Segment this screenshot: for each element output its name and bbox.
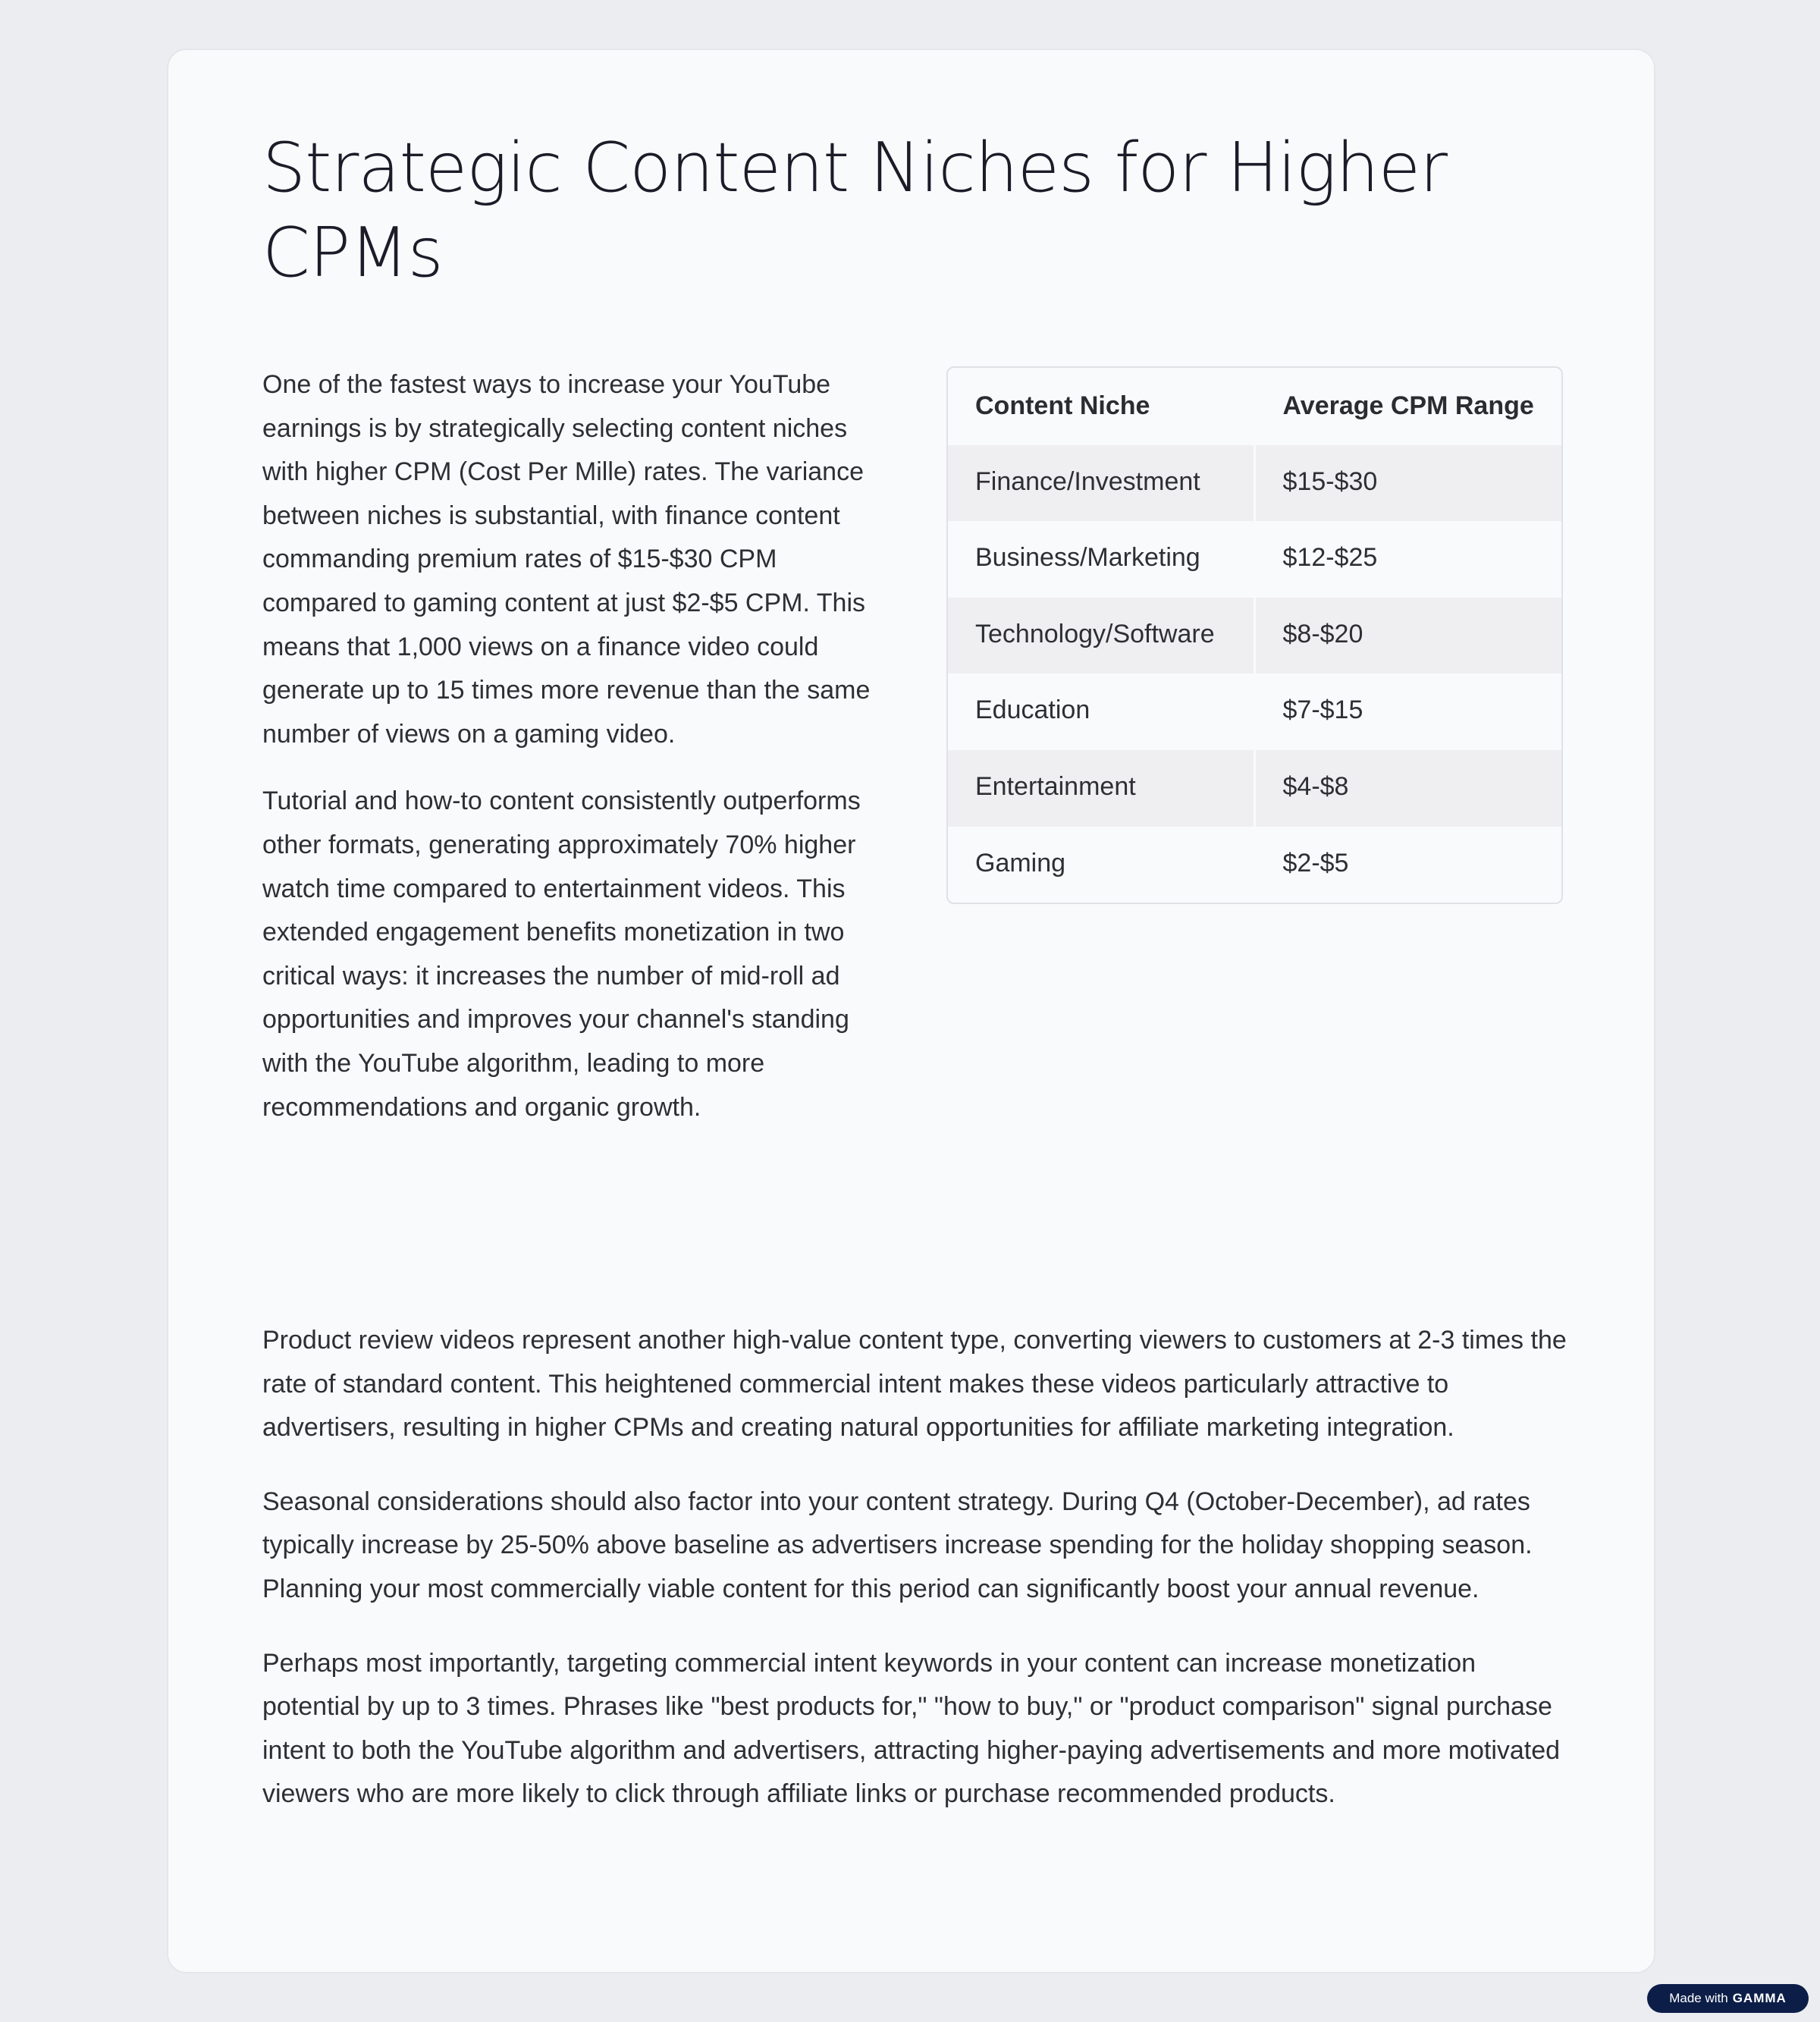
table-cell-niche: Finance/Investment <box>948 445 1254 522</box>
table-cell-cpm: $4-$8 <box>1254 750 1561 827</box>
table-cell-cpm: $2-$5 <box>1254 827 1561 903</box>
made-with-gamma-badge[interactable] <box>1647 1984 1809 2013</box>
table-cell-niche: Entertainment <box>948 750 1254 827</box>
table-row <box>948 827 1561 903</box>
badge-prefix: Made with <box>1669 1991 1728 2005</box>
table-cell-cpm: $12-$25 <box>1254 521 1561 598</box>
table-header-row <box>948 368 1561 445</box>
paragraph-product-reviews: Product review videos represent another high-value content type, converting viewers to customers at 2-3 times the rate of standard content. This heightened commercial intent makes these videos particularly attractive to advertisers, resulting in higher CPMs and creating natural opportunities for affiliate marketing integration. <box>262 1326 1567 1443</box>
page-title: Strategic Content Niches for Higher CPMs <box>262 128 1448 293</box>
table-header-niche: Content Niche <box>975 391 1150 420</box>
bottom-section <box>262 1319 1574 1816</box>
table-cell-niche: Education <box>948 673 1254 750</box>
content-card <box>167 49 1655 1973</box>
table-cell-cpm: $15-$30 <box>1254 445 1561 522</box>
gamma-logo: GAMMA <box>1732 1991 1787 2005</box>
table-cell-cpm: $7-$15 <box>1254 673 1561 750</box>
paragraph-cpm-niches: One of the fastest ways to increase your YouTube earnings is by strategically selecting content niches with higher CPM (Cost Per Mille) rates. The variance between niches is substantial, with finance content commanding premium rates of $15-$30 CPM compared to gaming content at just $2-$5 CPM. This means that 1,000 views on a finance video could generate up to 15 times more revenue than the same number of views on a gaming video. <box>262 370 871 749</box>
table-row <box>948 521 1561 598</box>
paragraph-commercial-keywords: Perhaps most importantly, targeting commercial intent keywords in your content can increase monetization potential by up to 3 times. Phrases like "best products for," "how to buy," or "product comparison" signal purchase intent to both the YouTube algorithm and advertisers, attracting higher-paying advertisements and more motivated viewers who are more likely to click through affiliate links or purchase recommended products. <box>262 1648 1561 1809</box>
table-row <box>948 750 1561 827</box>
table-cell-cpm: $8-$20 <box>1254 598 1561 674</box>
paragraph-tutorial-content: Tutorial and how-to content consistently outperforms other formats, generating approximately 70% higher watch time compared to entertainment videos. This extended engagement benefits monetization in two critical ways: it increases the number of mid-roll ad opportunities and improves your channel's standing with the YouTube algorithm, leading to more recommendations and organic growth. <box>262 787 861 1122</box>
table-cell-niche: Business/Marketing <box>948 521 1254 598</box>
left-column <box>262 363 892 1129</box>
table-row <box>948 598 1561 674</box>
paragraph-seasonal: Seasonal considerations should also factor into your content strategy. During Q4 (October-December), ad rates typically increase by 25-50% above baseline as advertisers increase spending for the holiday shopping season. Planning your most commercially viable content for this period can significantly boost your annual revenue. <box>262 1487 1533 1603</box>
table-cell-niche: Technology/Software <box>948 598 1254 674</box>
table-row <box>948 445 1561 522</box>
table-cell-niche: Gaming <box>948 827 1254 903</box>
table-header-cpm: Average CPM Range <box>1254 368 1561 445</box>
cpm-table <box>946 366 1563 904</box>
table-row <box>948 673 1561 750</box>
